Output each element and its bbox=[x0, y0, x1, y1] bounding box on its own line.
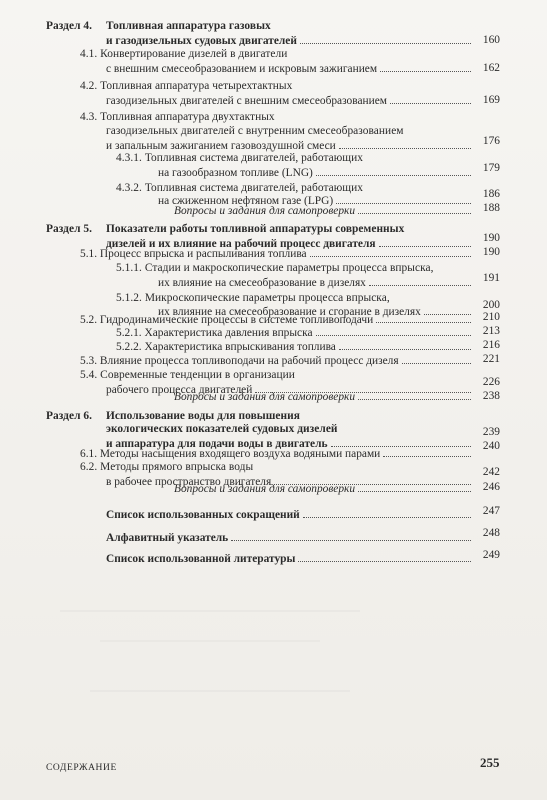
lit-text: Список использованной литературы bbox=[106, 553, 296, 565]
s61-text: 6.1. Методы насыщения входящего воздуха водяными парами bbox=[80, 448, 381, 460]
s521-text: 5.2.1. Характеристика давления впрыска bbox=[116, 327, 313, 339]
running-head: СОДЕРЖАНИЕ bbox=[46, 763, 117, 773]
section4-label: Раздел 4. bbox=[46, 20, 93, 32]
leader-dots bbox=[376, 313, 471, 323]
s4-questions-text: Вопросы и задания для самопроверки bbox=[174, 205, 356, 217]
leader-dots bbox=[402, 354, 471, 364]
s43-line1: 4.3. Топливная аппаратура двухтактных bbox=[80, 111, 275, 123]
section5-title-line1: Показатели работы топливной аппаратуры современных bbox=[106, 223, 405, 235]
s432-line1: 4.3.2. Топливная система двигателей, работающих bbox=[116, 182, 363, 194]
index-page: 248 bbox=[482, 527, 500, 539]
s432-page: 186 bbox=[482, 188, 500, 200]
s431-line2: на газообразном топливе (LNG) bbox=[158, 167, 313, 179]
section6-label: Раздел 6. bbox=[46, 410, 93, 422]
index-text: Алфавитный указатель bbox=[106, 532, 229, 544]
s431-page: 179 bbox=[482, 162, 500, 174]
leader-dots bbox=[358, 204, 471, 214]
leader-dots bbox=[303, 508, 471, 518]
s521-page: 213 bbox=[482, 325, 500, 337]
s521-entry[interactable] bbox=[116, 326, 474, 340]
section4-title-line2[interactable] bbox=[106, 34, 474, 48]
s41-line1: 4.1. Конвертирование дизелей в двигатели bbox=[80, 48, 288, 60]
leader-dots bbox=[358, 390, 471, 400]
leader-dots bbox=[383, 447, 471, 457]
s42-entry[interactable] bbox=[106, 94, 474, 108]
s511-line2: их влияние на смесеобразование в дизелях bbox=[158, 277, 366, 289]
leader-dots bbox=[379, 237, 471, 247]
s512-line1: 5.1.2. Микроскопические параметры процесса впрыска, bbox=[116, 292, 390, 304]
s5-questions-text: Вопросы и задания для самопроверки bbox=[174, 391, 356, 403]
leader-dots bbox=[339, 139, 471, 149]
s522-text: 5.2.2. Характеристика впрыскивания топлива bbox=[116, 341, 336, 353]
s53-entry[interactable] bbox=[80, 354, 474, 368]
leader-dots bbox=[336, 194, 471, 204]
s43-page: 176 bbox=[482, 135, 500, 147]
s42-line1: 4.2. Топливная аппаратура четырехтактных bbox=[80, 80, 293, 92]
leader-dots bbox=[358, 482, 471, 492]
s42-line2: газодизельных двигателей с внешним смесеобразованием bbox=[106, 95, 387, 107]
section6-page: 239 bbox=[482, 426, 500, 438]
s522-entry[interactable] bbox=[116, 340, 474, 354]
leader-dots bbox=[339, 340, 471, 350]
leader-dots bbox=[316, 326, 471, 336]
s522-page: 216 bbox=[482, 339, 500, 351]
s511-entry[interactable] bbox=[158, 276, 474, 290]
leader-dots bbox=[310, 247, 471, 257]
section6-title-line1: Использование воды для повышения bbox=[106, 410, 300, 422]
s53-page: 221 bbox=[482, 353, 500, 365]
leader-dots bbox=[231, 531, 471, 541]
s511-page: 191 bbox=[482, 272, 500, 284]
s4-questions[interactable] bbox=[174, 204, 474, 218]
abbr-page: 247 bbox=[482, 505, 500, 517]
s6-questions[interactable] bbox=[174, 482, 474, 496]
section5-label: Раздел 5. bbox=[46, 223, 93, 235]
s6-questions-text: Вопросы и задания для самопроверки bbox=[174, 483, 356, 495]
s431-entry[interactable] bbox=[158, 166, 474, 180]
s512-line2: их влияние на смесеобразование и сгорание в дизелях bbox=[158, 306, 421, 318]
s54-line2: рабочего процесса двигателей bbox=[106, 384, 253, 396]
leader-dots bbox=[298, 552, 471, 562]
s52-text: 5.2. Гидродинамические процессы в системе топливоподачи bbox=[80, 314, 374, 326]
s51-text: 5.1. Процесс впрыска и распыливания топлива bbox=[80, 248, 307, 260]
s4-questions-page: 188 bbox=[482, 202, 500, 214]
section5-title-text: дизелей и их влияние на рабочий процесс двигателя bbox=[106, 238, 376, 250]
leader-dots bbox=[331, 437, 471, 447]
section4-title-text: и газодизельных судовых двигателей bbox=[106, 35, 297, 47]
s51-entry[interactable] bbox=[80, 247, 474, 261]
s52-page: 210 bbox=[482, 311, 500, 323]
s41-line2: с внешним смесеобразованием и искровым зажиганием bbox=[106, 63, 378, 75]
s431-line1: 4.3.1. Топливная система двигателей, работающих bbox=[116, 152, 363, 164]
s43-line2: газодизельных двигателей с внутренним смесеобразованием bbox=[106, 125, 404, 137]
s62-line1: 6.2. Методы прямого впрыска воды bbox=[80, 461, 254, 473]
section4-title-line1: Топливная аппаратура газовых bbox=[106, 20, 271, 32]
lit-entry[interactable] bbox=[106, 552, 474, 566]
s51-page: 190 bbox=[482, 246, 500, 258]
leader-dots bbox=[380, 62, 471, 72]
s61-entry[interactable] bbox=[80, 447, 474, 461]
s62-line2: в рабочее пространство двигателя bbox=[106, 476, 272, 488]
leader-dots bbox=[390, 94, 471, 104]
abbr-entry[interactable] bbox=[106, 508, 474, 522]
page-number: 255 bbox=[480, 755, 500, 770]
section4-page: 160 bbox=[482, 34, 500, 46]
section6-title-text: и аппаратура для подачи воды в двигатель bbox=[106, 438, 328, 450]
s54-line1: 5.4. Современные тенденции в организации bbox=[80, 369, 295, 381]
section5-page: 190 bbox=[482, 232, 500, 244]
s511-line1: 5.1.1. Стадии и макроскопические параметры процесса впрыска, bbox=[116, 262, 434, 274]
s5-questions-page: 238 bbox=[482, 390, 500, 402]
lit-page: 249 bbox=[482, 549, 500, 561]
leader-dots bbox=[369, 276, 471, 286]
section6-title-line2: экологических показателей судовых дизелей bbox=[106, 423, 338, 435]
s43-line3: и запальным зажиганием газовоздушной смеси bbox=[106, 140, 336, 152]
s5-questions[interactable] bbox=[174, 390, 474, 404]
s512-page: 200 bbox=[482, 299, 500, 311]
s42-page: 169 bbox=[482, 94, 500, 106]
s6-questions-page: 246 bbox=[482, 481, 500, 493]
s43-entry[interactable] bbox=[106, 139, 474, 153]
s41-entry[interactable] bbox=[106, 62, 474, 76]
s61-page: 240 bbox=[482, 440, 500, 452]
s41-page: 162 bbox=[482, 62, 500, 74]
s62-page: 242 bbox=[482, 466, 500, 478]
leader-dots bbox=[300, 34, 471, 44]
s54-page: 226 bbox=[482, 376, 500, 388]
index-entry[interactable] bbox=[106, 531, 474, 545]
s53-text: 5.3. Влияние процесса топливоподачи на рабочий процесс дизеля bbox=[80, 355, 399, 367]
leader-dots bbox=[316, 166, 471, 176]
s432-line2: на сжиженном нефтяном газе (LPG) bbox=[158, 195, 334, 207]
abbr-text: Список использованных сокращений bbox=[106, 509, 300, 521]
s52-entry[interactable] bbox=[80, 313, 474, 327]
